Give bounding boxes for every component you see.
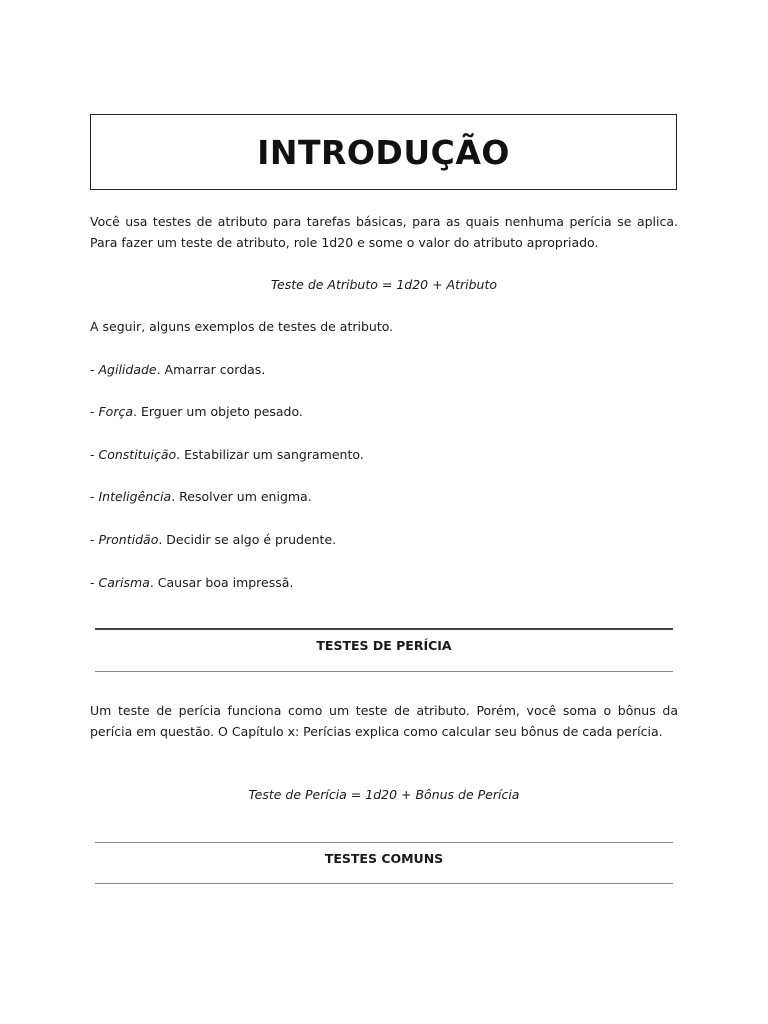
examples-intro: A seguir, alguns exemplos de testes de atributo. bbox=[90, 319, 394, 334]
attribute-formula: Teste de Atributo = 1d20 + Atributo bbox=[270, 277, 498, 292]
section-divider-top bbox=[95, 842, 673, 843]
example-description: . Estabilizar um sangramento. bbox=[176, 447, 364, 462]
example-description: . Causar boa impressã. bbox=[149, 575, 294, 590]
example-description: . Decidir se algo é prudente. bbox=[158, 532, 337, 547]
example-attribute: Força bbox=[98, 404, 133, 419]
title-box bbox=[90, 114, 677, 190]
intro-paragraph: Você usa testes de atributo para tarefas básicas, para as quais nenhuma perícia se aplica. Para fazer um teste de atributo, role 1d20 e some o valor do atributo apropriado. bbox=[90, 214, 678, 250]
skill-formula: Teste de Perícia = 1d20 + Bônus de Perícia bbox=[248, 787, 520, 802]
example-attribute: Agilidade bbox=[98, 362, 157, 377]
example-attribute: Prontidão bbox=[98, 532, 159, 547]
section-divider-bottom bbox=[95, 671, 673, 672]
common-tests-heading: TESTES COMUNS bbox=[324, 851, 444, 866]
example-item: - Força. Erguer um objeto pesado. bbox=[90, 404, 303, 419]
example-description: . Amarrar cordas. bbox=[156, 362, 266, 377]
example-attribute: Inteligência bbox=[98, 489, 172, 504]
section-divider-top bbox=[95, 628, 673, 630]
example-item: - Prontidão. Decidir se algo é prudente. bbox=[90, 532, 337, 547]
example-description: . Resolver um enigma. bbox=[171, 489, 312, 504]
example-item: - Constituição. Estabilizar um sangramento. bbox=[90, 447, 364, 462]
example-item: - Inteligência. Resolver um enigma. bbox=[90, 489, 312, 504]
skill-tests-heading: TESTES DE PERÍCIA bbox=[316, 638, 452, 653]
example-description: . Erguer um objeto pesado. bbox=[133, 404, 303, 419]
example-attribute: Carisma bbox=[98, 575, 150, 590]
example-item: - Agilidade. Amarrar cordas. bbox=[90, 362, 266, 377]
page-title: INTRODUÇÃO bbox=[257, 132, 510, 172]
section-divider-bottom bbox=[95, 883, 673, 884]
skill-tests-paragraph: Um teste de perícia funciona como um teste de atributo. Porém, você soma o bônus da perícia em questão. O Capítulo x: Perícias explica como calcular seu bônus de cada perícia. bbox=[90, 703, 678, 739]
example-item: - Carisma. Causar boa impressã. bbox=[90, 575, 294, 590]
example-attribute: Constituição bbox=[98, 447, 177, 462]
